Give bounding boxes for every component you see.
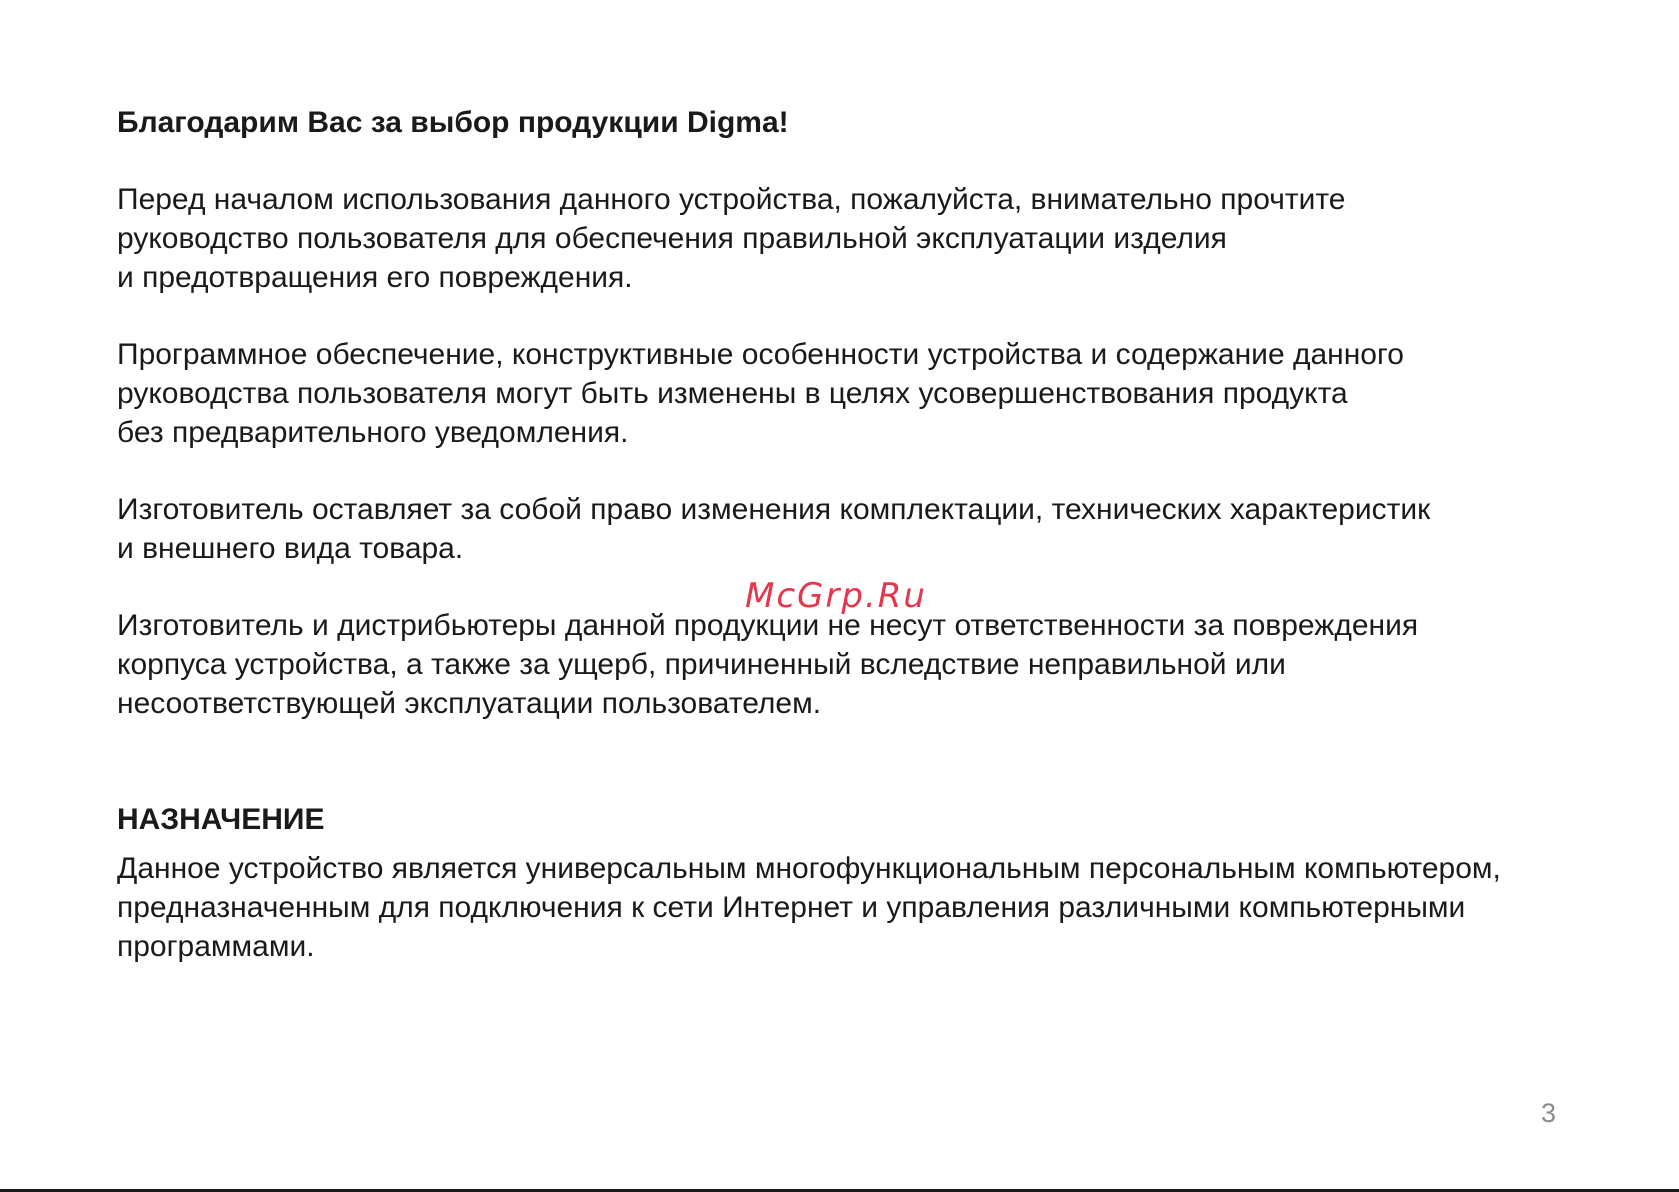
section-line: программами. bbox=[117, 930, 315, 963]
paragraph-line: несоответствующей эксплуатации пользователем. bbox=[117, 687, 822, 720]
paragraph-line: корпуса устройства, а также за ущерб, причиненный вследствие неправильной или bbox=[117, 648, 1286, 681]
paragraph-software bbox=[117, 335, 1597, 452]
paragraph-line: Программное обеспечение, конструктивные особенности устройства и содержание данного bbox=[117, 338, 1404, 371]
section-line: Данное устройство является универсальным многофункциональным персональным компьютером, bbox=[117, 852, 1501, 885]
paragraph-intro bbox=[117, 180, 1597, 297]
page-number: 3 bbox=[1540, 1098, 1556, 1128]
paragraph-line: Изготовитель и дистрибьютеры данной продукции не несут ответственности за повреждения bbox=[117, 609, 1419, 642]
paragraph-line: руководства пользователя могут быть изменены в целях усовершенствования продукта bbox=[117, 377, 1348, 410]
paragraph-line: и внешнего вида товара. bbox=[117, 532, 464, 565]
page-title: Благодарим Вас за выбор продукции Digma! bbox=[117, 106, 789, 139]
document-page bbox=[117, 104, 1597, 966]
paragraph-line: и предотвращения его повреждения. bbox=[117, 261, 633, 294]
paragraph-line: Перед началом использования данного устройства, пожалуйста, внимательно прочтите bbox=[117, 183, 1346, 216]
section-body bbox=[117, 849, 1597, 966]
paragraph-line: без предварительного уведомления. bbox=[117, 416, 629, 449]
paragraph-manufacturer-rights bbox=[117, 490, 1597, 568]
watermark-text: McGrp.Ru bbox=[745, 576, 927, 616]
paragraph-line: руководство пользователя для обеспечения правильной эксплуатации изделия bbox=[117, 222, 1227, 255]
section-title: НАЗНАЧЕНИЕ bbox=[117, 803, 325, 836]
section-line: предназначенным для подключения к сети Интернет и управления различными компьютерными bbox=[117, 891, 1466, 924]
paragraph-line: Изготовитель оставляет за собой право изменения комплектации, технических характеристик bbox=[117, 493, 1431, 526]
paragraph-liability bbox=[117, 606, 1597, 723]
